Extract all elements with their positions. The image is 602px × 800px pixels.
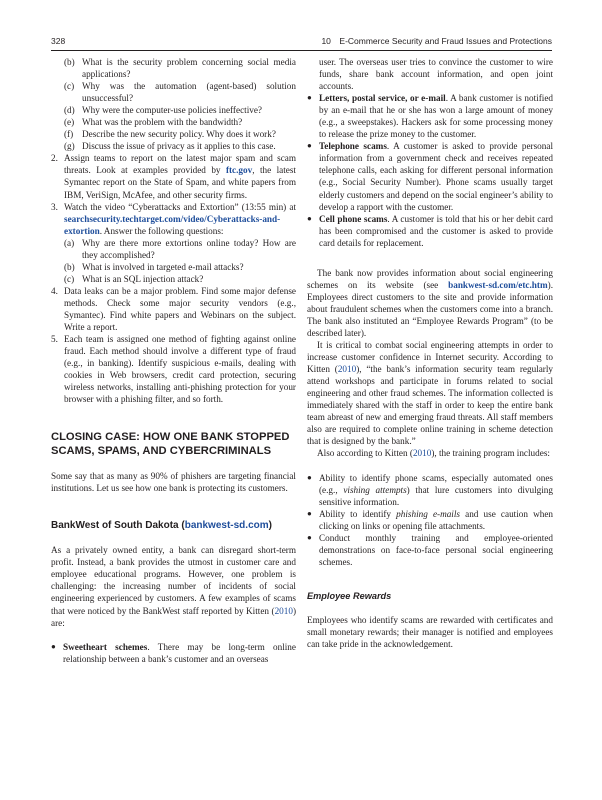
- left-column: [51, 56, 296, 665]
- bullet-icon: ●: [307, 213, 312, 223]
- citation-link[interactable]: 2010: [412, 448, 432, 459]
- exercise-item-3: 3. Watch the video “Cyberattacks and Extortion” (13:55 min) at searchsecurity.techtarget.com/video/Cyberattacks-and-extortion. Answer the following questions:: [51, 201, 296, 236]
- training-bullet: ● Ability to identify phone scams, especially automated ones (e.g., vishing attempts) that lure customers into divulging sensitive information.: [307, 472, 553, 507]
- scam-bullet: ● Telephone scams. A customer is asked to provide personal information from a government check and receives repeated telephone calls, each asking for different personal information (e.g., Social Security Number). Phone scams usually target elderly customers and depend on the social engineer’s ability to develop a rapport with the customer.: [307, 141, 554, 212]
- training-bullet: ● Ability to identify phishing e-mails and use caution when clicking on links or opening file attachments.: [307, 508, 553, 531]
- question-subitem: (a) Why are there more extortions online today? How are they accomplished?: [64, 237, 296, 260]
- training-bullet-list: [307, 472, 553, 568]
- question-subitem: (f) Describe the new security policy. Why does it work?: [64, 129, 276, 140]
- scam-bullet-list: [307, 92, 553, 249]
- scam-bullet: ● Cell phone scams. A customer is told that his or her debit card has been compromised and the customer is asked to provide card details for replacement.: [307, 213, 554, 248]
- bullet-icon: ●: [51, 641, 56, 651]
- citation-link[interactable]: 2010: [274, 605, 293, 616]
- case-intro-paragraph: Some say that as many as 90% of phishers are targeting financial institutions. Let us see how one bank is protecting its customers.: [51, 471, 296, 494]
- critical-paragraph: It is critical to combat social engineering attempts in order to increase customer confidence in Internet security. According to Kitten (2010), “the bank’s information security team regularly attend workshops and participate in forums related to social engineering and other fraud schemes. The information collected is immediately shared with the staff in order to keep the entire bank team abreast of new and emerging fraud threats. All staff members also are required to complete online training in scheme detection that is designed by the bank.”: [307, 340, 553, 447]
- question-subitem: (d) Why were the computer-use policies ineffective?: [64, 105, 262, 116]
- employee-rewards-heading: Employee Rewards: [307, 590, 392, 601]
- rewards-paragraph: Employees who identify scams are rewarded with certificates and small monetary rewards; their manager is notified and employees can take pride in the acknowledgement.: [307, 614, 553, 649]
- bankwest-link[interactable]: bankwest-sd.com: [184, 520, 269, 532]
- bullet-icon: ●: [307, 508, 312, 518]
- citation-link[interactable]: 2010: [337, 364, 357, 375]
- sweetheart-bullet-continued: user. The overseas user tries to convince the customer to wire funds, share bank account information, and open joint accounts.: [319, 57, 553, 92]
- training-bullet: ● Conduct monthly training and employee-oriented demonstrations on face-to-face personal social engineering schemes.: [307, 532, 553, 567]
- techtarget-video-link[interactable]: searchsecurity.techtarget.com/video/Cyberattacks-and-extortion: [64, 213, 281, 236]
- question-subitem: (b) What is involved in targeted e-mail attacks?: [64, 261, 244, 272]
- sweetheart-bullet: ● Sweetheart schemes. There may be long-term online relationship between a bank’s customer and an overseas: [51, 641, 296, 664]
- question-subitem: (e) What was the problem with the bandwidth?: [64, 117, 243, 128]
- question-1-subitems: [51, 56, 296, 152]
- question-subitem: (b) What is the security problem concerning social media applications?: [64, 57, 296, 80]
- bankwest-heading: BankWest of South Dakota (bankwest-sd.com): [51, 520, 272, 532]
- closing-case-heading: CLOSING CASE: HOW ONE BANK STOPPED SCAMS, SPAMS, AND CYBERCRIMINALS: [51, 431, 290, 457]
- question-subitem: (g) Discuss the issue of privacy as it applies to this case.: [64, 141, 276, 152]
- exercise-item-5: 5. Each team is assigned one method of fighting against online fraud. Each method should involve a different type of fraud (e.g., in banking). Identify suspicious e-mails, dealing with cookies in Web browsers, credit card protection, securing wireless networks, installing anti-phishing protection for your browser with a phishing filter, and so forth.: [51, 334, 296, 405]
- question-3-subitems: [51, 237, 296, 285]
- ftc-link[interactable]: ftc.gov: [225, 165, 253, 176]
- exercise-item-4: 4. Data leaks can be a major problem. Find some major defense methods. Check some major security vendors (e.g., Symantec). Find white papers and Webinars on the subject. Write a report.: [51, 285, 296, 333]
- bullet-icon: ●: [307, 141, 312, 151]
- bullet-icon: ●: [307, 93, 312, 103]
- bullet-icon: ●: [307, 532, 312, 542]
- header-rule: [51, 50, 552, 51]
- question-subitem: (c) What is an SQL injection attack?: [64, 273, 204, 284]
- chapter-title: 10 E-Commerce Security and Fraud Issues and Protections: [321, 36, 552, 46]
- bullet-icon: ●: [307, 472, 312, 482]
- right-column: [307, 56, 553, 650]
- bankwest-etc-link[interactable]: bankwest-sd.com/etc.htm: [448, 279, 548, 290]
- page-number: 328: [51, 36, 66, 46]
- scam-bullet: ● Letters, postal service, or e-mail. A bank customer is notified by an e-mail that he or she has won a large amount of money (e.g., a sweepstakes). Hackers ask for some processing money to release the prize money to the customer.: [307, 93, 553, 140]
- question-subitem: (c) Why was the automation (agent-based) solution unsuccessful?: [64, 81, 296, 104]
- bankwest-paragraph: As a privately owned entity, a bank can disregard short-term profit. Instead, a bank provides the utmost in customer care and employee educational programs. However, one problem is challenging: the increasing number of incidents of social engineering experienced by customers. A few examples of scams that were noticed by the BankWest staff reported by Kitten (2010) are:: [51, 545, 296, 628]
- bank-info-paragraph: The bank now provides information about social engineering schemes on its website (see bankwest-sd.com/etc.htm). Employees direct customers to the site and provide information about fraudulent schemes when the customers come into a branch. The bank also instituted an “Employee Rewards Program” (to be described later).: [307, 267, 553, 338]
- exercise-item-2: 2. Assign teams to report on the latest major spam and scam threats. Look at examples provided by ftc.gov, the latest Symantec report on the State of Spam, and white papers from IBM, VeriSign, McAfee, and other security firms.: [51, 153, 296, 200]
- training-paragraph: Also according to Kitten (2010), the training program includes:: [317, 448, 550, 459]
